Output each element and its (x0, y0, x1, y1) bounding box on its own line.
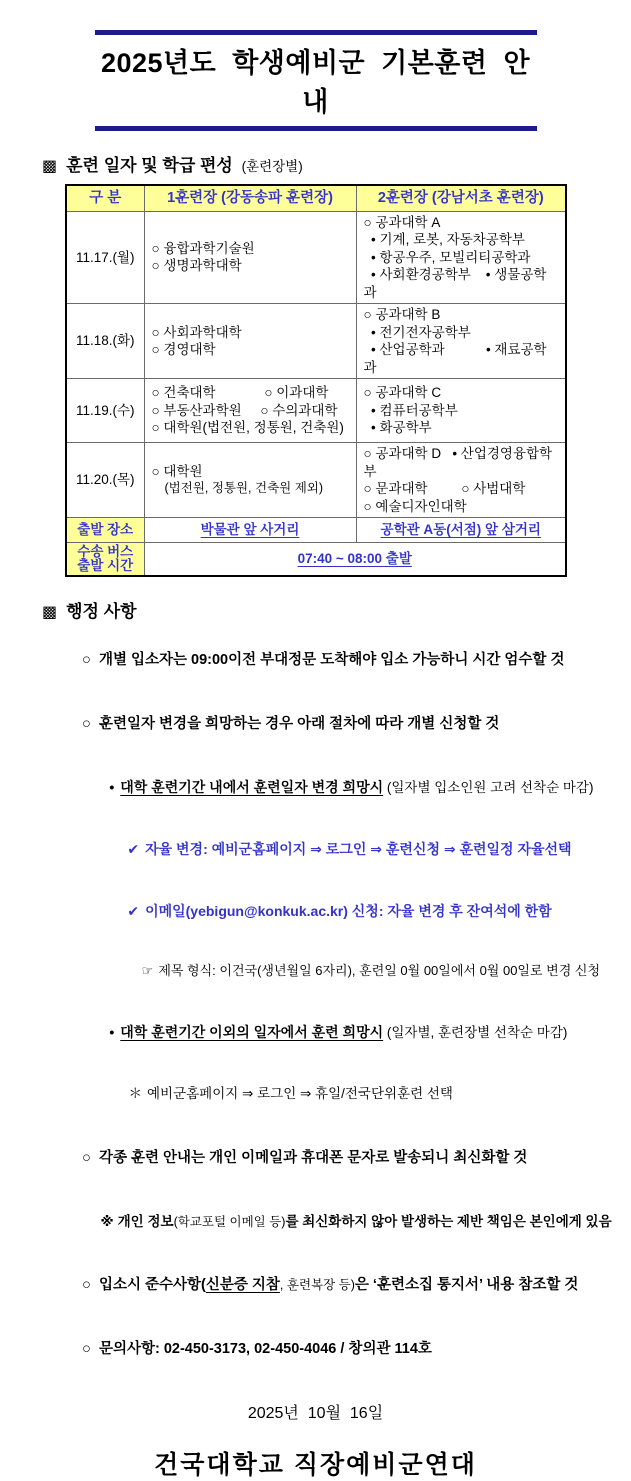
departure-site2: 공학관 A동(서점) 앞 삼거리 (356, 518, 566, 543)
table-header-row (66, 185, 566, 211)
departure-label: 출발 장소 (66, 518, 144, 543)
admin-note-homepage-path: ＊ 예비군홈페이지 ⇒ 로그인 ⇒ 휴일/전국단위훈련 선택 (128, 1086, 453, 1102)
schedule-table (65, 184, 567, 577)
admin-item-contact: ○ 문의사항: 02-450-3173, 02-450-4046 / 창의관 114호 (82, 1341, 432, 1358)
cell-line: ○ 공과대학 C (363, 385, 442, 401)
check-icon: ✔ (127, 840, 140, 857)
cell-line: • 사회환경공학부 • 생물공학과 (363, 267, 547, 300)
site2-units (356, 379, 566, 443)
circle-bullet-icon: ○ (82, 1150, 91, 1167)
cell-line: • 항공우주, 모빌리티공학과 (363, 249, 531, 265)
site2-units (356, 443, 566, 518)
site1-units (144, 443, 356, 518)
site1-units (144, 304, 356, 379)
table-row (66, 304, 566, 379)
site1-units (144, 211, 356, 304)
cell-line: ○ 사회과학대학 (151, 324, 242, 340)
site2-units (356, 304, 566, 379)
title-banner (95, 30, 537, 131)
cell-line: ○ 경영대학 (151, 342, 216, 357)
cell-line: ○ 대학원(법전원, 정통원, 건축원) (151, 420, 344, 436)
cell-line: • 컴퓨터공학부 (363, 402, 458, 418)
circle-bullet-icon: ○ (82, 1276, 91, 1293)
row-date: 11.20.(목) (66, 443, 144, 518)
admin-subitem-outside-period: • 대학 훈련기간 이외의 일자에서 훈련 희망시 (일자별, 훈련장별 선착순 마감) (109, 1024, 568, 1041)
header-training-site-2: 2훈련장 (강남서초 훈련장) (356, 185, 566, 211)
site1-units (144, 379, 356, 443)
cell-line: ○ 공과대학 D • 산업경영융합학부 (363, 446, 553, 479)
asterisk-icon: ＊ (128, 1086, 143, 1102)
departure-row (66, 518, 566, 543)
admin-item-arrival: ○ 개별 입소자는 09:00이전 부대정문 도착해야 입소 가능하니 시간 엄수할 것 (82, 651, 565, 668)
row-date: 11.18.(화) (66, 304, 144, 379)
cell-line: ○ 부동산과학원 ○ 수의과대학 (151, 402, 338, 418)
table-row (66, 379, 566, 443)
table-row (66, 443, 566, 518)
admin-step-self-change: ✔ 자율 변경: 예비군홈페이지 ⇒ 로그인 ⇒ 훈련신청 ⇒ 훈련일정 자율선택 (127, 840, 572, 857)
checkered-square-icon: ▩ (42, 158, 58, 175)
cell-line-note: (법전원, 정통원, 건축원 제외) (164, 481, 324, 495)
section-schedule-heading (42, 151, 631, 176)
dot-bullet-icon: • (109, 779, 115, 796)
cell-line: • 기계, 로봇, 자동차공학부 (363, 232, 525, 247)
admin-step-email-request: ✔ 이메일(yebigun@konkuk.ac.kr) 신청: 자율 변경 후 잔여석에 한함 (127, 902, 552, 919)
cell-line: ○ 공과대학 A (363, 214, 441, 230)
dot-bullet-icon: • (109, 1024, 115, 1041)
page-title: 2025년도 학생예비군 기본훈련 안내 (100, 48, 531, 117)
circle-bullet-icon: ○ (82, 1341, 91, 1358)
reference-mark-icon: ※ (100, 1213, 114, 1229)
circle-bullet-icon: ○ (82, 651, 91, 668)
admin-note-personal-info: ※ 개인 정보(학교포털 이메일 등)를 최신화하지 않아 발생하는 제반 책임은 본인에게 있음 (100, 1213, 612, 1229)
departure-site1: 박물관 앞 사거리 (144, 518, 356, 543)
section-admin-heading (42, 597, 631, 622)
cell-line: ○ 대학원 (151, 463, 203, 479)
cell-line: ○ 공과대학 B (363, 307, 441, 322)
site2-units (356, 211, 566, 304)
bus-time-value: 07:40 ~ 08:00 출발 (144, 543, 566, 577)
cell-line: • 화공학부 (363, 420, 432, 436)
row-date: 11.19.(수) (66, 379, 144, 443)
document-page (0, 30, 631, 1481)
table-row (66, 211, 566, 304)
cell-line: • 전기전자공학부 (363, 324, 471, 340)
bus-time-label: 수송 버스 출발 시간 (66, 543, 144, 577)
section-schedule-title: 훈련 일자 및 학급 편성 (66, 156, 233, 175)
section-schedule-suffix: (훈련장별) (241, 159, 303, 174)
header-training-site-1: 1훈련장 (강동송파 훈련장) (144, 185, 356, 211)
checkered-square-icon: ▩ (42, 604, 58, 621)
pointing-hand-icon: ☞ (141, 963, 154, 979)
section-admin-title: 행정 사항 (66, 602, 137, 621)
cell-line: ○ 건축대학 ○ 이과대학 (151, 385, 329, 401)
admin-note-email-format: ☞ 제목 형식: 이건국(생년월일 6자리), 훈련일 0월 00일에서 0월 00일로 변경 신청 (141, 963, 601, 979)
cell-line: ○ 융합과학기술원 (151, 240, 255, 256)
cell-line: • 산업공학과 • 재료공학과 (363, 342, 547, 375)
admin-item-date-change: ○ 훈련일자 변경을 희망하는 경우 아래 절차에 따라 개별 신청할 것 (82, 716, 500, 733)
cell-line: ○ 생명과학대학 (151, 258, 242, 274)
check-icon: ✔ (127, 902, 140, 919)
bus-time-row (66, 543, 566, 577)
row-date: 11.17.(월) (66, 211, 144, 304)
issuing-organization: 건국대학교 직장예비군연대 (154, 1450, 477, 1479)
admin-item-list (58, 632, 631, 1378)
cell-line: ○ 문과대학 ○ 사범대학 (363, 481, 526, 496)
issue-date: 2025년 10월 16일 (247, 1404, 384, 1422)
cell-line: ○ 예술디자인대학 (363, 498, 467, 514)
admin-subitem-within-period: • 대학 훈련기간 내에서 훈련일자 변경 희망시 (일자별 입소인원 고려 선착순 마감) (109, 779, 594, 796)
admin-item-entry-rules: ○ 입소시 준수사항(신분증 지참, 훈련복장 등)은 ‘훈련소집 통지서’ 내용 참조할 것 (82, 1276, 579, 1293)
header-category: 구 분 (66, 185, 144, 211)
circle-bullet-icon: ○ (82, 716, 91, 733)
admin-item-notifications: ○ 각종 훈련 안내는 개인 이메일과 휴대폰 문자로 발송되니 최신화할 것 (82, 1150, 528, 1167)
